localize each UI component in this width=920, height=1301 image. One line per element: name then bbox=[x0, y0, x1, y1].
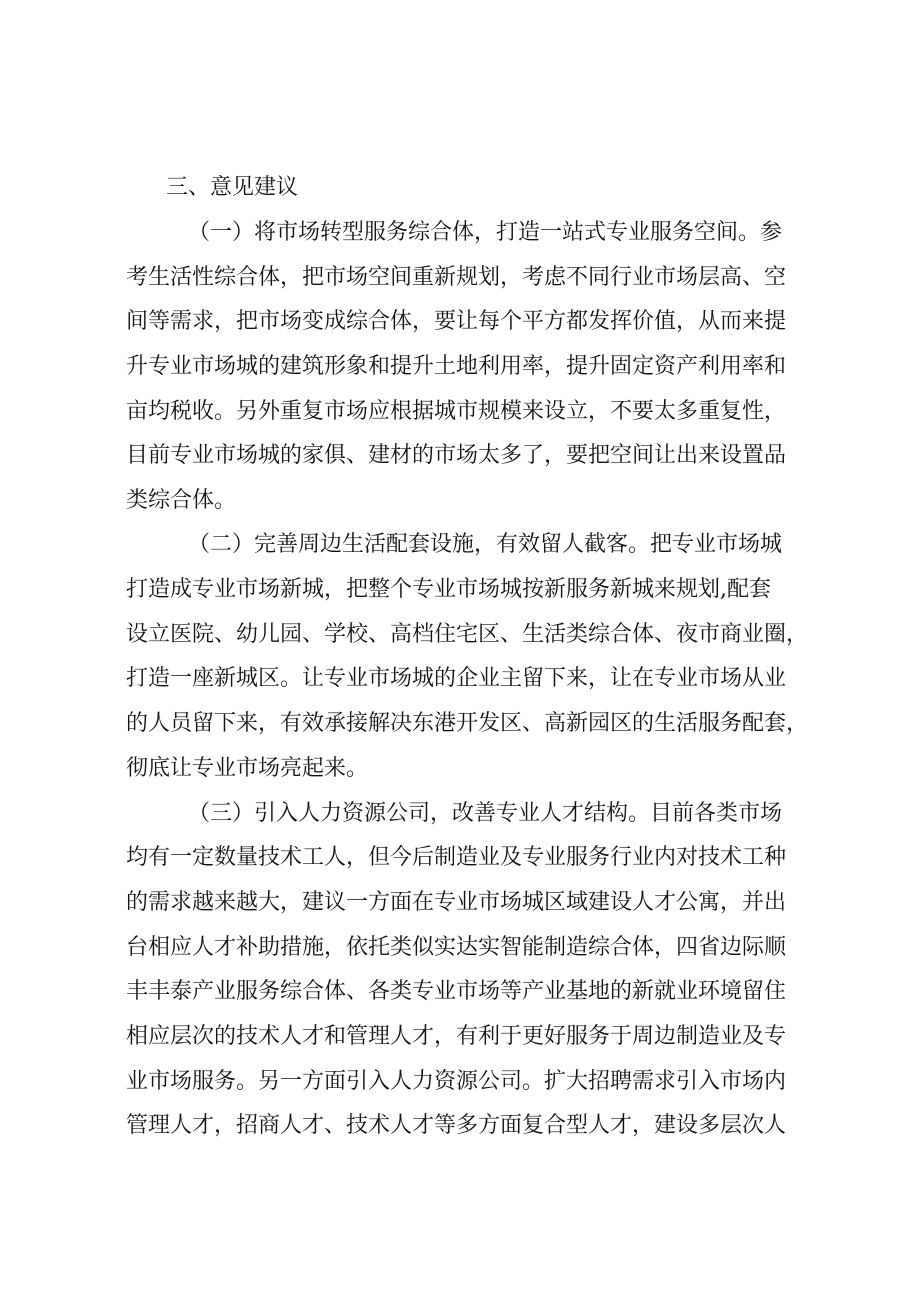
paragraph-3-line-4: 台相应人才补助措施，依托类似实达实智能制造综合体，四省边际顺 bbox=[126, 935, 787, 960]
section-heading: 三、意见建议 bbox=[166, 175, 299, 200]
paragraph-1-line-3: 间等需求，把市场变成综合体，要让每个平方都发挥价值，从而来提 bbox=[126, 309, 787, 334]
paragraph-3-line-1: （三）引入人力资源公司，改善专业人才结构。目前各类市场 bbox=[188, 801, 783, 826]
paragraph-1-line-6: 目前专业市场城的家俱、建材的市场太多了，要把空间让出来设置品 bbox=[126, 443, 787, 468]
paragraph-2-line-5: 的人员留下来，有效承接解决东港开发区、高新园区的生活服务配套， bbox=[126, 711, 809, 736]
paragraph-3-line-3: 的需求越来越大，建议一方面在专业市场城区域建设人才公寓，并出 bbox=[126, 890, 787, 915]
paragraph-2-line-4: 打造一座新城区。让专业市场城的企业主留下来，让在专业市场从业 bbox=[126, 666, 787, 691]
paragraph-1-line-4: 升专业市场城的建筑形象和提升土地利用率，提升固定资产利用率和 bbox=[126, 354, 787, 379]
paragraph-1-line-2: 考生活性综合体，把市场空间重新规划，考虑不同行业市场层高、空 bbox=[126, 265, 787, 290]
paragraph-1-line-7: 类综合体。 bbox=[126, 488, 237, 513]
paragraph-2-line-1: （二）完善周边生活配套设施，有效留人截客。把专业市场城 bbox=[188, 532, 783, 557]
paragraph-3-line-2: 均有一定数量技术工人，但今后制造业及专业服务行业内对技术工种 bbox=[126, 845, 787, 870]
paragraph-2-line-3: 设立医院、幼儿园、学校、高档住宅区、生活类综合体、夜市商业圈， bbox=[126, 622, 809, 647]
paragraph-3-line-7: 业市场服务。另一方面引入人力资源公司。扩大招聘需求引入市场内 bbox=[126, 1069, 787, 1094]
paragraph-2-line-2: 打造成专业市场新城，把整个专业市场城按新服务新城来规划,配套 bbox=[126, 577, 771, 602]
paragraph-3-line-6: 相应层次的技术人才和管理人才，有利于更好服务于周边制造业及专 bbox=[126, 1024, 787, 1049]
paragraph-1-line-5: 亩均税收。另外重复市场应根据城市规模来设立，不要太多重复性， bbox=[126, 399, 787, 424]
paragraph-3-line-8: 管理人才，招商人才、技术人才等多方面复合型人才，建设多层次人 bbox=[126, 1113, 787, 1138]
paragraph-3-line-5: 丰丰泰产业服务综合体、各类专业市场等产业基地的新就业环境留住 bbox=[126, 979, 787, 1004]
paragraph-1-line-1: （一）将市场转型服务综合体，打造一站式专业服务空间。参 bbox=[188, 220, 783, 245]
paragraph-2-line-6: 彻底让专业市场亮起来。 bbox=[126, 756, 369, 781]
